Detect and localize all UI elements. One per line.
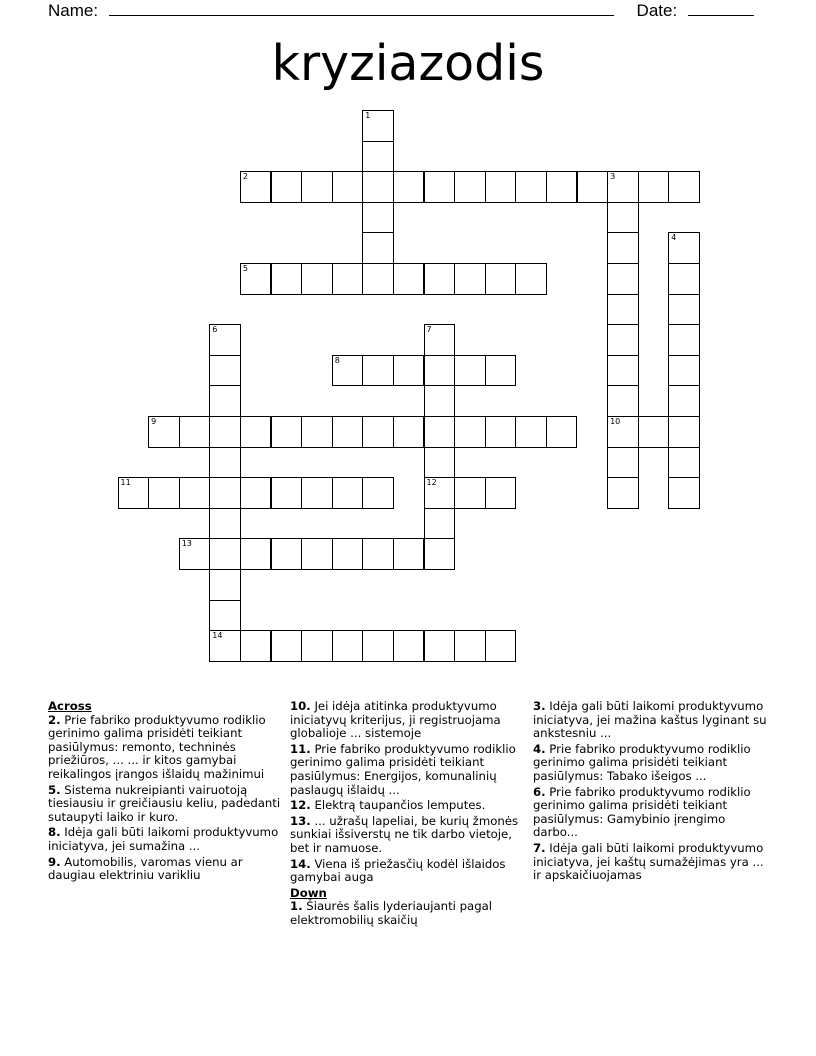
clue-text: Šiaurės šalis lyderiaujanti pagal elektromobilių skaičių bbox=[290, 899, 493, 927]
grid-cell[interactable] bbox=[209, 538, 241, 570]
grid-cell[interactable] bbox=[301, 416, 333, 448]
grid-cell[interactable] bbox=[362, 538, 394, 570]
clue-number: 8. bbox=[48, 825, 61, 840]
grid-cell[interactable] bbox=[424, 263, 456, 295]
grid-cell[interactable] bbox=[209, 569, 241, 601]
grid-cell[interactable] bbox=[148, 416, 180, 448]
grid-cell[interactable] bbox=[424, 538, 456, 570]
grid-cell[interactable] bbox=[332, 630, 364, 662]
cell-number: 12 bbox=[426, 478, 437, 488]
grid-cell[interactable] bbox=[607, 263, 639, 295]
page-title: kryziazodis bbox=[271, 35, 545, 92]
grid-cell[interactable] bbox=[577, 171, 609, 203]
grid-cell[interactable] bbox=[454, 416, 486, 448]
clue-across-9 bbox=[48, 856, 283, 883]
grid-cell[interactable] bbox=[118, 477, 150, 509]
clue-number: 11. bbox=[290, 741, 311, 756]
grid-cell[interactable] bbox=[301, 538, 333, 570]
grid-cell[interactable] bbox=[485, 630, 517, 662]
grid-cell[interactable] bbox=[332, 171, 364, 203]
clue-down-6 bbox=[533, 786, 768, 840]
grid-cell[interactable] bbox=[362, 355, 394, 387]
grid-cell[interactable] bbox=[362, 202, 394, 234]
grid-cell[interactable] bbox=[179, 416, 211, 448]
grid-cell[interactable] bbox=[209, 416, 241, 448]
cell-number: 6 bbox=[212, 325, 218, 335]
grid-cell[interactable] bbox=[607, 447, 639, 479]
grid-cell[interactable] bbox=[485, 355, 517, 387]
grid-cell[interactable] bbox=[638, 171, 670, 203]
cell-number: 14 bbox=[212, 631, 223, 641]
grid-cell[interactable] bbox=[148, 477, 180, 509]
grid-cell[interactable] bbox=[209, 324, 241, 356]
clue-down-1 bbox=[290, 900, 525, 927]
cell-number: 3 bbox=[610, 172, 616, 182]
grid-cell[interactable] bbox=[393, 355, 425, 387]
grid-cell[interactable] bbox=[454, 355, 486, 387]
grid-cell[interactable] bbox=[668, 263, 700, 295]
cell-number: 8 bbox=[334, 355, 340, 365]
grid-cell[interactable] bbox=[454, 263, 486, 295]
clue-text: Automobilis, varomas vienu ar daugiau elektriniu varikliu bbox=[48, 854, 243, 883]
clue-down-4 bbox=[533, 743, 768, 784]
clue-across-13 bbox=[290, 815, 525, 856]
clue-number: 2. bbox=[48, 712, 61, 727]
clue-down-7 bbox=[533, 842, 768, 883]
grid-cell[interactable] bbox=[301, 263, 333, 295]
clues-column-3 bbox=[533, 700, 768, 885]
clue-text: Prie fabriko produktyvumo rodiklio gerinimo galima prisidėti teikiant pasiūlymus: remonto, techninės priežiūros, ... ... ir kitos gamybai reikalingos įrangos išlaidų mažinimui bbox=[48, 712, 266, 781]
grid-cell[interactable] bbox=[607, 294, 639, 326]
clue-down-3 bbox=[533, 700, 768, 741]
grid-cell[interactable] bbox=[607, 232, 639, 264]
clue-across-12 bbox=[290, 799, 525, 813]
clue-text: Idėja gali būti laikomi produktyvumo iniciatyva, jei sumažina ... bbox=[48, 825, 279, 853]
grid-cell[interactable] bbox=[240, 538, 272, 570]
clue-across-11 bbox=[290, 743, 525, 797]
grid-cell[interactable] bbox=[209, 355, 241, 387]
down-heading: Down bbox=[290, 885, 327, 900]
grid-cell[interactable] bbox=[454, 477, 486, 509]
grid-cell[interactable] bbox=[424, 447, 456, 479]
grid-cell[interactable] bbox=[209, 477, 241, 509]
grid-cell[interactable] bbox=[271, 416, 303, 448]
grid-cell[interactable] bbox=[607, 355, 639, 387]
grid-cell[interactable] bbox=[607, 171, 639, 203]
grid-cell[interactable] bbox=[332, 538, 364, 570]
grid-cell[interactable] bbox=[271, 630, 303, 662]
clue-text: Viena iš priežasčių kodėl išlaidos gamybai auga bbox=[290, 856, 506, 885]
grid-cell[interactable] bbox=[332, 263, 364, 295]
grid-cell[interactable] bbox=[607, 477, 639, 509]
grid-cell[interactable] bbox=[362, 232, 394, 264]
grid-cell[interactable] bbox=[393, 263, 425, 295]
clue-across-10 bbox=[290, 700, 525, 741]
grid-cell[interactable] bbox=[240, 416, 272, 448]
cell-number: 1 bbox=[365, 111, 371, 120]
grid-cell[interactable] bbox=[209, 385, 241, 417]
grid-cell[interactable] bbox=[179, 538, 211, 570]
clue-text: Idėja gali būti laikomi produktyvumo iniciatyva, jei mažina kaštus lyginant su ankstesniu ... bbox=[533, 699, 767, 741]
grid-cell[interactable] bbox=[515, 263, 547, 295]
grid-cell[interactable] bbox=[515, 416, 547, 448]
grid-cell[interactable] bbox=[424, 508, 456, 540]
grid-cell[interactable] bbox=[240, 477, 272, 509]
grid-cell[interactable] bbox=[240, 630, 272, 662]
grid-cell[interactable] bbox=[668, 477, 700, 509]
clue-across-2 bbox=[48, 714, 283, 782]
cell-number: 5 bbox=[242, 264, 248, 273]
grid-cell[interactable] bbox=[424, 477, 456, 509]
grid-cell[interactable] bbox=[668, 294, 700, 326]
grid-cell[interactable] bbox=[424, 355, 456, 387]
grid-cell[interactable] bbox=[424, 171, 456, 203]
grid-cell[interactable] bbox=[301, 477, 333, 509]
clue-number: 6. bbox=[533, 784, 546, 799]
clue-text: ... užrašų lapeliai, be kurių žmonės sunkiai išsiverstų ne tik darbo vietoje, bet ir namuose. bbox=[290, 813, 519, 855]
grid-cell[interactable] bbox=[362, 171, 394, 203]
clue-text: Prie fabriko produktyvumo rodiklio gerinimo galima prisidėti teikiant pasiūlymus: Gamybinio įrengimo darbo... bbox=[533, 784, 751, 840]
grid-cell[interactable] bbox=[424, 630, 456, 662]
grid-cell[interactable] bbox=[668, 171, 700, 203]
clue-number: 13. bbox=[290, 813, 311, 828]
grid-cell[interactable] bbox=[454, 171, 486, 203]
cell-number: 7 bbox=[426, 325, 432, 335]
grid-cell[interactable] bbox=[393, 416, 425, 448]
clues-column-2 bbox=[290, 700, 525, 930]
grid-cell[interactable] bbox=[638, 416, 670, 448]
grid-cell[interactable] bbox=[209, 630, 241, 662]
grid-cell[interactable] bbox=[271, 263, 303, 295]
clue-number: 1. bbox=[290, 899, 303, 914]
grid-cell[interactable] bbox=[485, 416, 517, 448]
grid-cell[interactable] bbox=[362, 477, 394, 509]
grid-cell[interactable] bbox=[424, 385, 456, 417]
grid-cell[interactable] bbox=[393, 538, 425, 570]
grid-cell[interactable] bbox=[454, 630, 486, 662]
clue-text: Prie fabriko produktyvumo rodiklio gerinimo galima prisidėti teikiant pasiūlymus: Energijos, komunalinių paslaugų išlaidų ... bbox=[290, 741, 516, 797]
grid-cell[interactable] bbox=[668, 385, 700, 417]
cell-number: 9 bbox=[151, 417, 157, 426]
clue-text: Elektrą taupančios lemputes. bbox=[314, 798, 486, 813]
clue-number: 9. bbox=[48, 854, 61, 869]
grid-cell[interactable] bbox=[485, 263, 517, 295]
grid-cell[interactable] bbox=[332, 416, 364, 448]
name-label: Name: bbox=[48, 1, 99, 20]
grid-cell[interactable] bbox=[271, 538, 303, 570]
grid-cell[interactable] bbox=[668, 355, 700, 387]
grid-cell[interactable] bbox=[607, 324, 639, 356]
grid-cell[interactable] bbox=[209, 447, 241, 479]
cell-number: 11 bbox=[120, 478, 131, 488]
clue-across-5 bbox=[48, 784, 283, 825]
grid-cell[interactable] bbox=[362, 263, 394, 295]
grid-cell[interactable] bbox=[301, 630, 333, 662]
grid-cell[interactable] bbox=[607, 202, 639, 234]
grid-cell[interactable] bbox=[515, 171, 547, 203]
grid-cell[interactable] bbox=[271, 171, 303, 203]
grid-cell[interactable] bbox=[668, 416, 700, 448]
grid-cell[interactable] bbox=[607, 416, 639, 448]
clue-text: Jei idėja atitinka produktyvumo iniciatyvų kriterijus, ji registruojama globalioje ... sistemoje bbox=[290, 699, 501, 741]
clue-number: 10. bbox=[290, 699, 311, 713]
grid-cell[interactable] bbox=[485, 171, 517, 203]
grid-cell[interactable] bbox=[393, 171, 425, 203]
grid-cell[interactable] bbox=[271, 477, 303, 509]
clue-number: 4. bbox=[533, 741, 546, 756]
grid-cell[interactable] bbox=[332, 355, 364, 387]
clue-number: 3. bbox=[533, 699, 546, 713]
grid-cell[interactable] bbox=[546, 171, 578, 203]
clue-number: 14. bbox=[290, 856, 311, 871]
cell-number: 4 bbox=[671, 233, 677, 243]
clue-across-14 bbox=[290, 858, 525, 885]
grid-cell[interactable] bbox=[362, 630, 394, 662]
grid-cell[interactable] bbox=[332, 477, 364, 509]
grid-cell[interactable] bbox=[668, 232, 700, 264]
cell-number: 2 bbox=[242, 172, 248, 182]
cell-number: 13 bbox=[181, 539, 192, 549]
grid-cell[interactable] bbox=[393, 630, 425, 662]
grid-cell[interactable] bbox=[209, 508, 241, 540]
grid-cell[interactable] bbox=[362, 141, 394, 173]
grid-cell[interactable] bbox=[668, 447, 700, 479]
clue-text: Idėja gali būti laikomi produktyvumo iniciatyva, jei kaštų sumažėjimas yra ... ir apskaičiuojamas bbox=[533, 840, 764, 883]
clue-across-8 bbox=[48, 826, 283, 853]
grid-cell[interactable] bbox=[424, 324, 456, 356]
clue-number: 7. bbox=[533, 840, 546, 855]
grid-cell[interactable] bbox=[209, 600, 241, 632]
clue-number: 12. bbox=[290, 798, 311, 813]
grid-cell[interactable] bbox=[301, 171, 333, 203]
date-label: Date: bbox=[636, 1, 678, 20]
grid-cell[interactable] bbox=[240, 263, 272, 295]
clue-number: 5. bbox=[48, 782, 61, 797]
grid-cell[interactable] bbox=[607, 385, 639, 417]
grid-cell[interactable] bbox=[485, 477, 517, 509]
grid-cell[interactable] bbox=[362, 110, 394, 142]
grid-cell[interactable] bbox=[668, 324, 700, 356]
across-heading: Across bbox=[48, 699, 92, 713]
grid-cell[interactable] bbox=[546, 416, 578, 448]
clues-column-1 bbox=[48, 700, 283, 885]
grid-cell[interactable] bbox=[362, 416, 394, 448]
cell-number: 10 bbox=[610, 417, 621, 426]
grid-cell[interactable] bbox=[424, 416, 456, 448]
grid-cell[interactable] bbox=[179, 477, 211, 509]
clue-text: Prie fabriko produktyvumo rodiklio gerinimo galima prisidėti teikiant pasiūlymus: Tabako išeigos ... bbox=[533, 741, 751, 783]
grid-cell[interactable] bbox=[240, 171, 272, 203]
clue-text: Sistema nukreipianti vairuotoją tiesiausiu ir greičiausiu keliu, padedanti sutaupyti laiko ir kuro. bbox=[48, 782, 281, 824]
